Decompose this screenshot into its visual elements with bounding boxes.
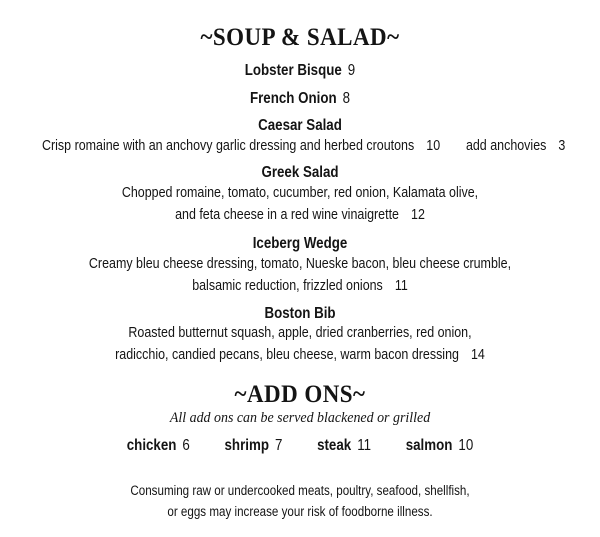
boston-bib-description-line-2 [42,345,558,365]
item-price: 14 [470,347,485,363]
add-ons-list [42,436,558,455]
menu-item-iceberg-wedge: Iceberg Wedge [252,235,348,252]
item-price: 8 [342,90,351,107]
add-on-name: steak [317,437,352,454]
add-on-chicken [127,437,190,454]
menu-item-french-onion [42,89,558,108]
disclaimer-line-1: Consuming raw or undercooked meats, poultry, seafood, shellfish, [130,483,470,498]
menu-item-greek-salad: Greek Salad [261,164,339,181]
extra-price: 3 [558,138,566,154]
boston-bib-description-line-1: Roasted butternut squash, apple, dried cranberries, red onion, [128,325,472,341]
add-ons-heading: ~ADD ONS~ [234,381,366,408]
soup-salad-heading: ~SOUP & SALAD~ [200,24,400,51]
add-on-price: 7 [274,437,283,454]
item-price: 10 [426,138,441,154]
caesar-salad-description [42,136,566,156]
item-description: Crisp romaine with an anchovy garlic dressing and herbed croutons [42,138,415,154]
greek-salad-description-line-1: Chopped romaine, tomato, cucumber, red onion, Kalamata olive, [121,185,479,201]
disclaimer-line-2: or eggs may increase your risk of foodborne illness. [167,504,433,519]
item-name: French Onion [249,90,337,107]
add-on-steak [317,437,371,454]
item-name: Lobster Bisque [244,62,342,79]
add-on-price: 6 [182,437,190,454]
add-on-name: salmon [405,437,453,454]
item-price: 12 [411,207,425,223]
add-on-name: chicken [126,437,177,454]
extra-label: add anchovies [465,138,547,154]
item-description: and feta cheese in a red wine vinaigrette [175,207,399,223]
add-on-shrimp [225,437,283,454]
add-on-price: 10 [458,437,474,454]
iceberg-wedge-description-line-1: Creamy bleu cheese dressing, tomato, Nueske bacon, bleu cheese crumble, [88,256,512,272]
item-description: radicchio, candied pecans, bleu cheese, warm bacon dressing [115,347,459,363]
add-on-name: shrimp [224,437,269,454]
iceberg-wedge-description-line-2 [42,276,558,296]
greek-salad-description-line-2 [42,205,558,225]
menu-item-caesar-salad: Caesar Salad [258,117,342,134]
menu-item-lobster-bisque [42,61,558,80]
item-description: balsamic reduction, frizzled onions [192,278,383,294]
add-on-price: 11 [357,437,372,454]
item-price: 11 [394,278,408,294]
add-ons-note: All add ons can be served blackened or grilled [169,410,431,426]
item-price: 9 [347,62,356,79]
add-on-salmon [406,437,474,454]
menu-item-boston-bib: Boston Bib [264,305,336,322]
